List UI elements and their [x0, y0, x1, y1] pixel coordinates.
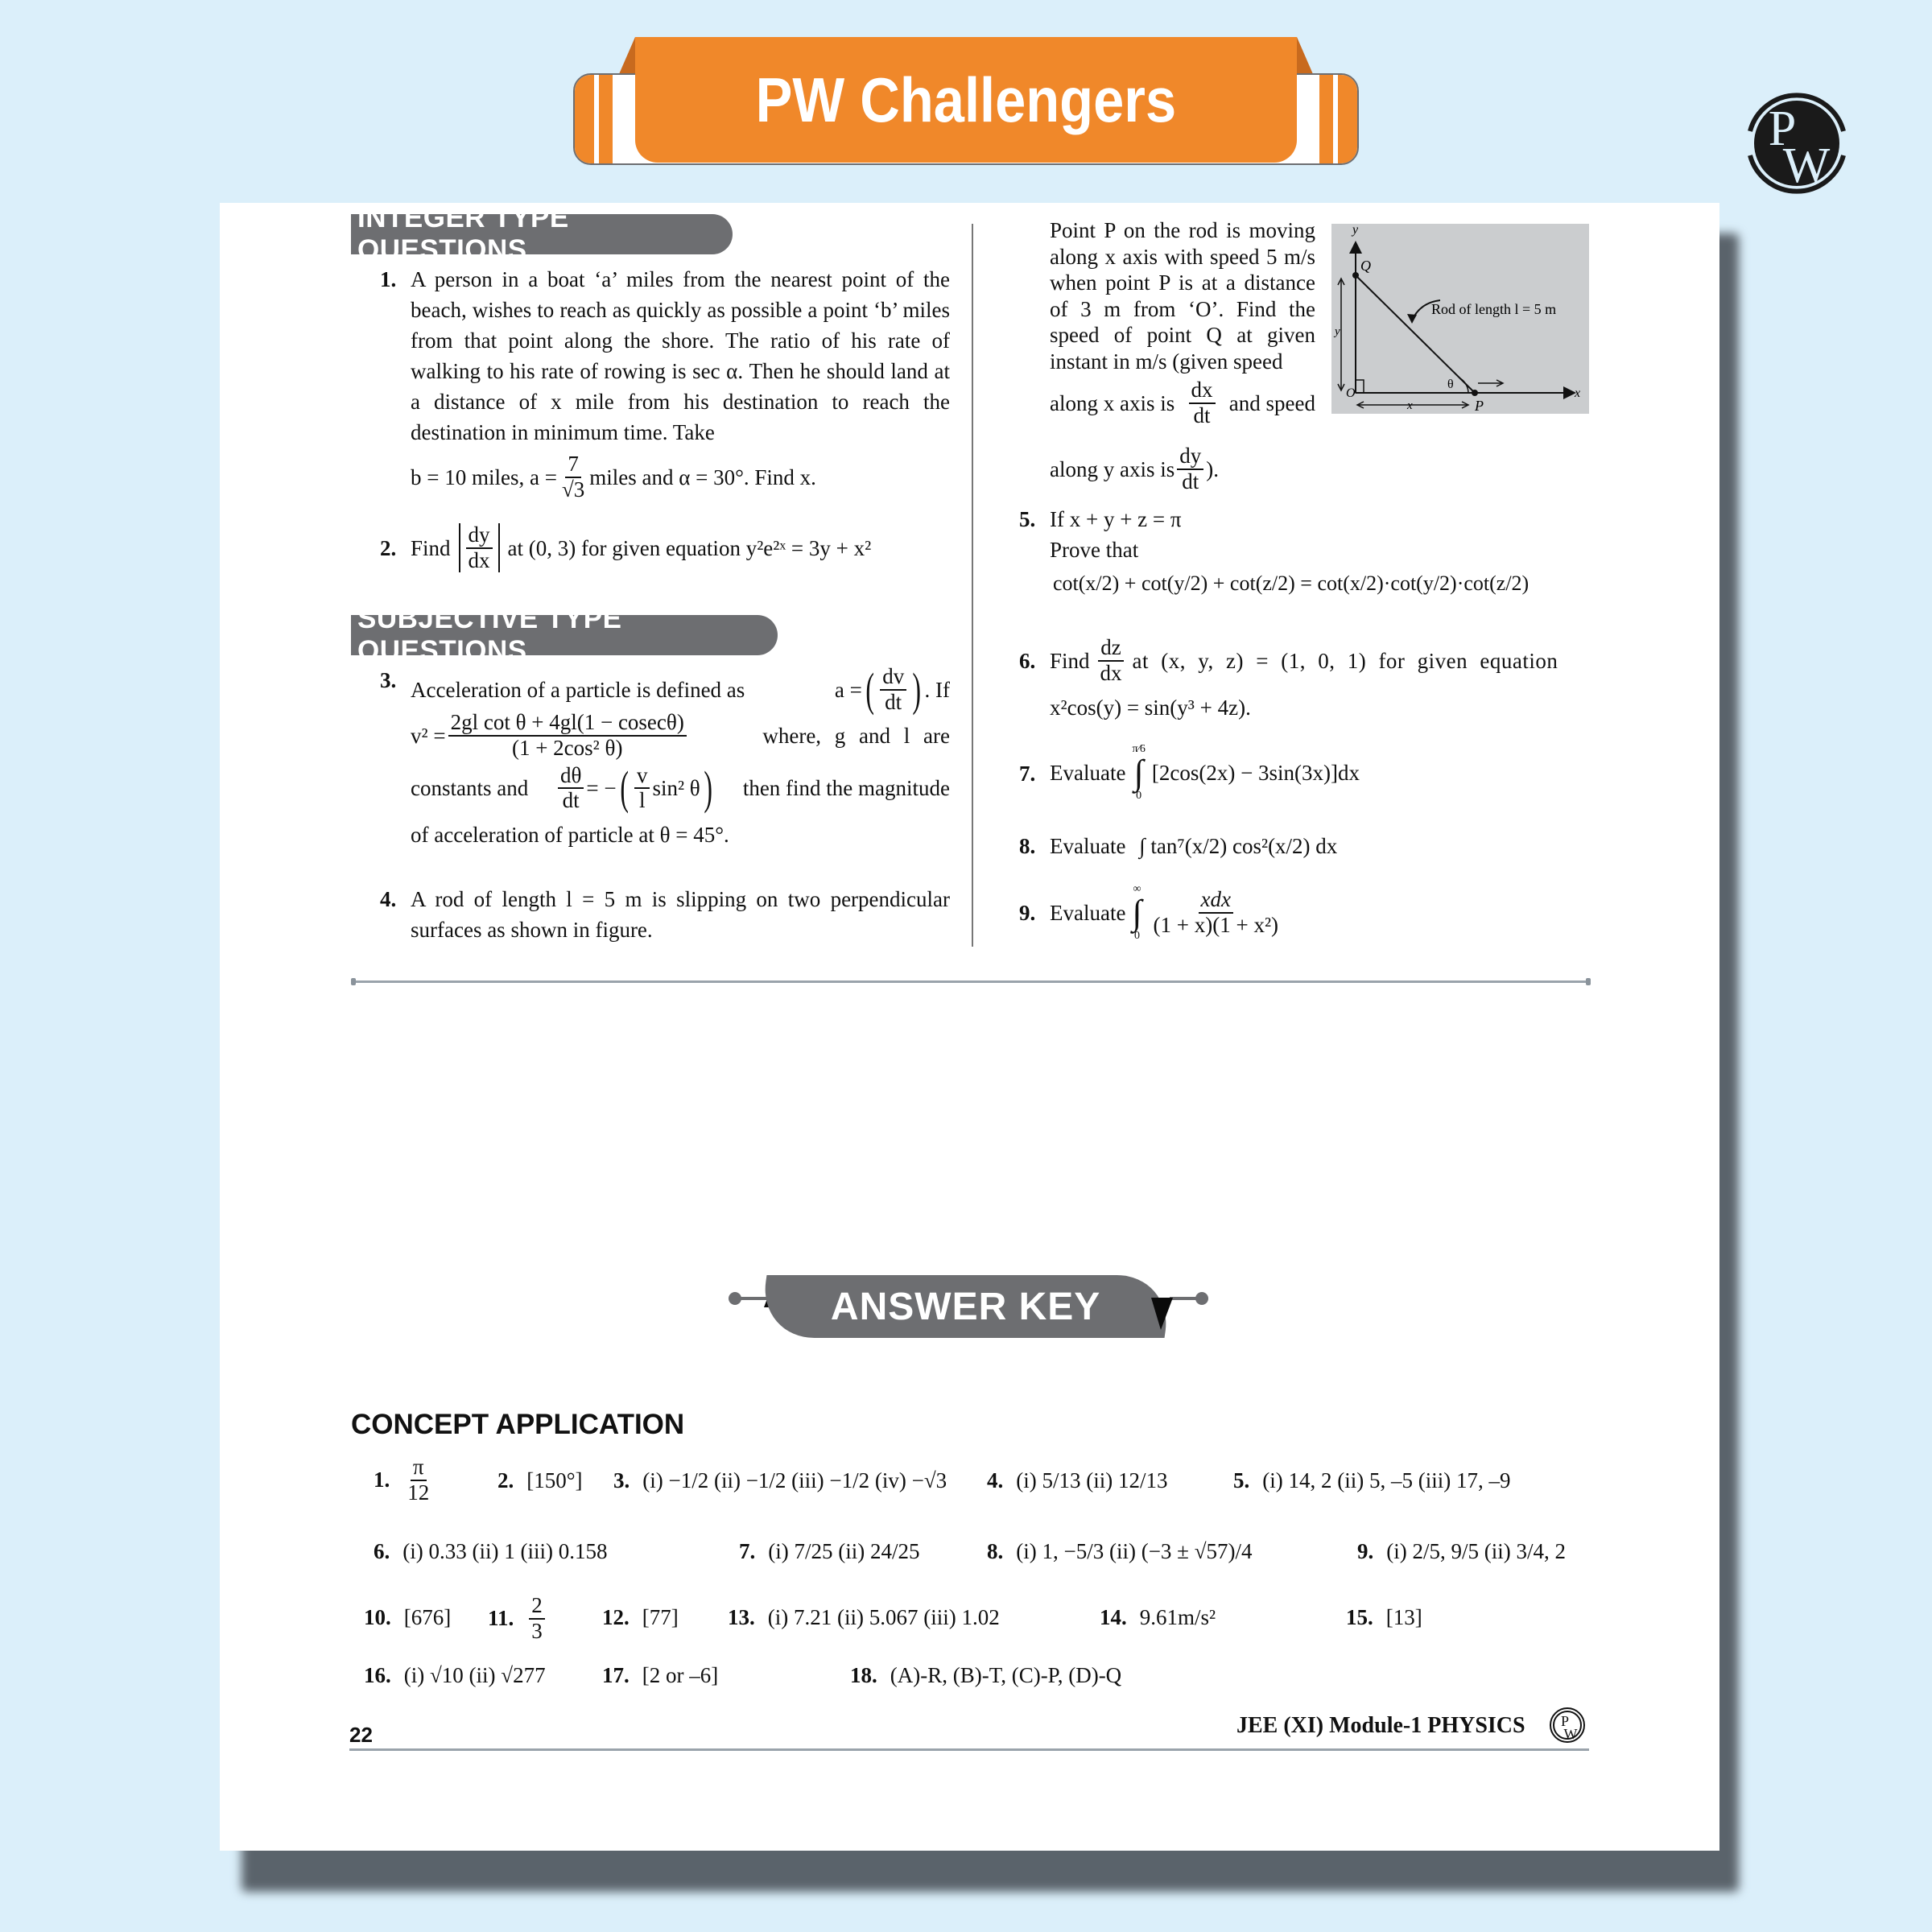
answer-item: 13. (i) 7.21 (ii) 5.067 (iii) 1.02: [728, 1605, 1000, 1629]
svg-text:Rod of length l = 5 m: Rod of length l = 5 m: [1431, 301, 1557, 317]
svg-text:x: x: [1575, 386, 1581, 400]
banner-fold-left: [619, 37, 635, 74]
svg-text:O: O: [1346, 386, 1356, 400]
answer-item: 7. (i) 7/25 (ii) 24/25: [739, 1539, 920, 1563]
answer-item: 3. (i) −1/2 (ii) −1/2 (iii) −1/2 (iv) −√3: [613, 1468, 947, 1492]
answer-item: 17. [2 or –6]: [602, 1663, 719, 1687]
rod-diagram-figure: [1331, 224, 1589, 414]
column-divider: [972, 224, 973, 947]
rod-diagram: [1331, 224, 1589, 414]
svg-text:Q: Q: [1360, 258, 1371, 274]
svg-text:y: y: [1352, 224, 1359, 237]
question-1: 1. A person in a boat ‘a’ miles from the nearest point of the beach, wishes to reach as quickly as possible a point ‘b’ miles from that point along the shore. The ratio of his rate of walking to his rate of rowing is sec α. Then he should land at a distance of x mile from his destination to reach the destination in minimum time. Take: [380, 267, 950, 444]
pw-logo-icon: [1740, 87, 1853, 200]
answer-item: 12. [77]: [602, 1605, 679, 1629]
svg-text:P: P: [1475, 398, 1484, 414]
question-4-speed-x: along x axis is $\frac{dx}{dt}$ and speed: [1050, 378, 1315, 427]
answer-item: 5. (i) 14, 2 (ii) 5, –5 (iii) 17, –9: [1233, 1468, 1511, 1492]
question-1-given: b = 10 miles, a = $\frac{7}{√3}$ miles and α = 30°. Find x.: [411, 452, 816, 502]
question-8: 8. Evaluate ∫ tan⁷(x/2) cos²(x/2) dx: [1019, 834, 1338, 858]
answer-item: 6. (i) 0.33 (ii) 1 (iii) 0.158: [374, 1539, 608, 1563]
answer-item: 9. (i) 2/5, 9/5 (ii) 3/4, 2: [1357, 1539, 1566, 1563]
answer-item: 1. $\frac{\pi}{12}$: [374, 1455, 430, 1505]
answer-item: 14. 9.61m/s²: [1100, 1605, 1216, 1629]
svg-text:W: W: [1782, 138, 1831, 193]
concept-application-title: CONCEPT APPLICATION: [351, 1409, 685, 1440]
svg-text:y: y: [1335, 325, 1340, 338]
section-heading-integer: INTEGER TYPE QUESTIONS: [351, 214, 733, 254]
question-3: 3. Acceleration of a particle is defined as a = ( $\frac{dv}{dt}$ ) . If v² = $\frac{\text{2gl cot θ + 4gl(1 − cosecθ)}}{\text{(1 + 2cos² θ)}}$ where, g and l are constants and $\frac{d\theta}{dt}$ = − ( $\frac{v}{l}$ sin² θ ) then find the magnitude of acceleration of particle at θ = 45°.: [380, 663, 950, 848]
answer-item: 18. (A)-R, (B)-T, (C)-P, (D)-Q: [850, 1663, 1122, 1687]
question-5: 5. If x + y + z = π Prove that: [1019, 507, 1182, 562]
title-banner: [573, 37, 1359, 166]
banner-fold-right: [1297, 37, 1313, 74]
section-divider: [353, 980, 1589, 983]
answer-item: 4. (i) 5/13 (ii) 12/13: [987, 1468, 1168, 1492]
answer-key-title: ANSWER KEY: [830, 1285, 1101, 1328]
svg-text:x: x: [1407, 399, 1413, 412]
svg-text:P: P: [1560, 1713, 1570, 1729]
banner-title: PW Challengers: [755, 64, 1177, 135]
svg-text:θ: θ: [1447, 378, 1454, 391]
answer-item: 2. [150°]: [497, 1468, 583, 1492]
question-4: 4. A rod of length l = 5 m is slipping on two perpendicular surfaces as shown in figure.: [380, 887, 950, 942]
answer-key-ribbon: [729, 1265, 1208, 1333]
question-6: 6. Find $\frac{dz}{dx}$ at (x, y, z) = (1, 0, 1) for given equation: [1019, 635, 1558, 685]
section-heading-subjective: SUBJECTIVE TYPE QUESTIONS: [351, 615, 778, 655]
page-number: 22: [349, 1723, 373, 1747]
pw-logo-small-icon: [1549, 1707, 1586, 1744]
question-4-continued: Point P on the rod is moving along x axis with speed 5 m/s when point P is at a distance of 3 m from ‘O’. Find the speed of point Q at given instant in m/s (given speed: [1050, 218, 1315, 374]
answer-item: 15. [13]: [1346, 1605, 1422, 1629]
answer-item: 8. (i) 1, −5/3 (ii) (−3 ± √57)/4: [987, 1539, 1253, 1563]
answer-item: 11. $\frac{2}{3}$: [488, 1594, 547, 1643]
footer-title: JEE (XI) Module-1 PHYSICS: [1236, 1713, 1525, 1738]
svg-text:P: P: [1768, 101, 1797, 156]
page: [220, 203, 1719, 1851]
answer-item: 10. [676]: [364, 1605, 452, 1629]
question-6-equation: x²cos(y) = sin(y³ + 4z).: [1050, 696, 1251, 720]
banner-tab: [635, 37, 1297, 163]
question-4-speed-y: along y axis is $\frac{dy}{dt}$ ).: [1050, 444, 1219, 493]
question-5-identity: cot(x/2) + cot(y/2) + cot(z/2) = cot(x/2)·cot(y/2)·cot(z/2): [1053, 572, 1530, 595]
footer-rule: [349, 1748, 1589, 1751]
question-7: 7. Evaluate π⁄6 ∫ 0 [2cos(2x) − 3sin(3x)]dx: [1019, 743, 1360, 802]
answer-item: 16. (i) √10 (ii) √277: [364, 1663, 546, 1687]
question-2: 2. Find $\frac{dy}{dx}$ at (0, 3) for given equation y²e²ˣ = 3y + x²: [380, 522, 872, 572]
svg-text:W: W: [1563, 1726, 1578, 1742]
question-9: 9. Evaluate ∞ ∫ 0 $\frac{\text{xdx}}{\text{(1 + x)(1 + x²)}}$: [1019, 883, 1279, 942]
